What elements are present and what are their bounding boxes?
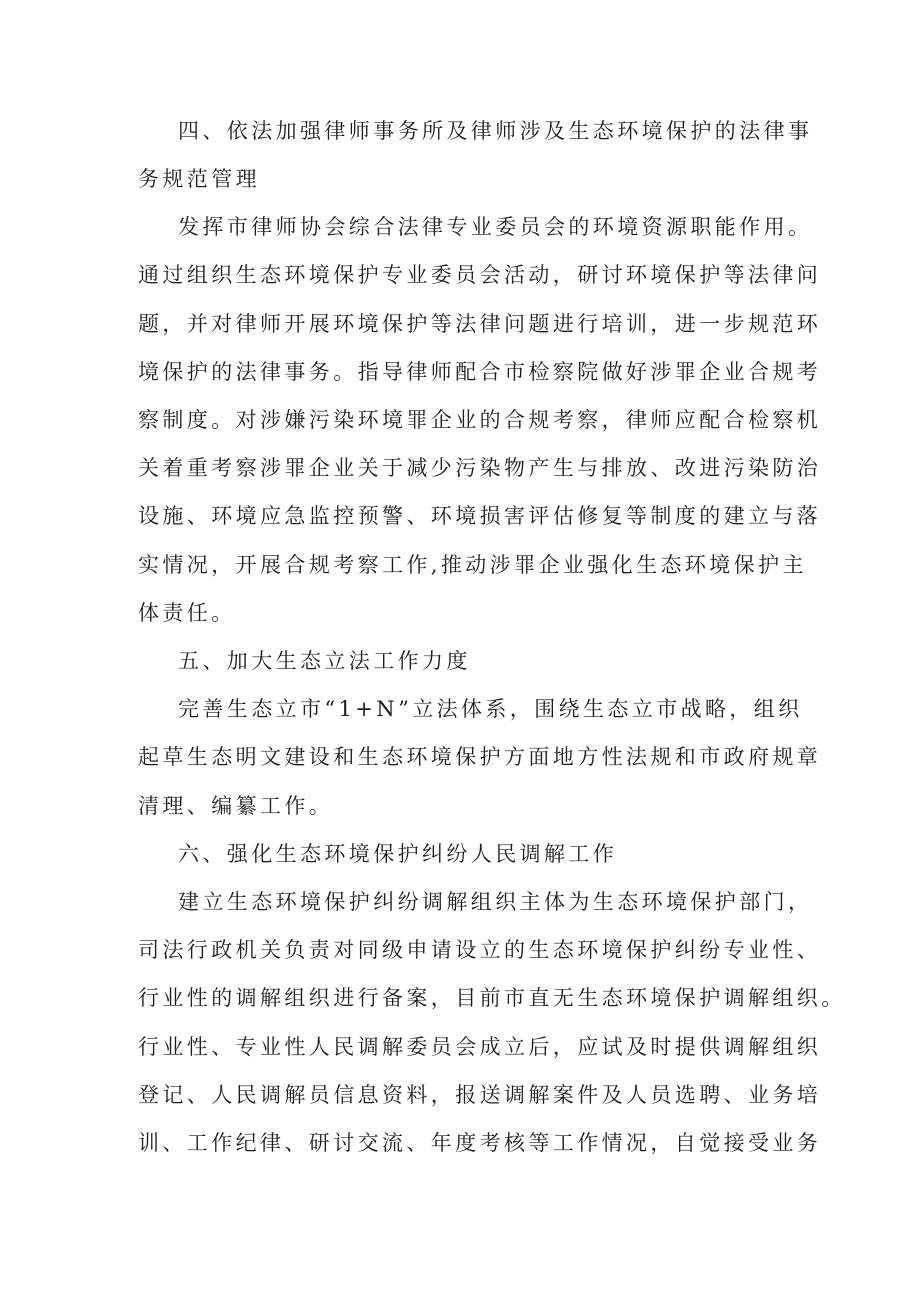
- paragraph-line: 起草生态明文建设和生态环境保护方面地方性法规和市政府规章: [138, 745, 822, 769]
- paragraph-line: 实情况，开展合规考察工作,推动涉罪企业强化生态环境保护主: [138, 553, 807, 577]
- paragraph-line: 登记、人民调解员信息资料，报送调解案件及人员选聘、业务培: [138, 1083, 822, 1107]
- paragraph-line: 察制度。对涉嫌污染环境罪企业的合规考察，律师应配合检察机: [138, 408, 822, 432]
- paragraph-line: 关着重考察涉罪企业关于减少污染物产生与排放、改进污染防治: [138, 456, 822, 480]
- paragraph-line: 设施、环境应急监控预警、环境损害评估修复等制度的建立与落: [138, 504, 822, 528]
- heading-section-6: 六、强化生态环境保护纠纷人民调解工作: [178, 842, 618, 866]
- paragraph-line: 行业性、专业性人民调解委员会成立后，应试及时提供调解组织: [138, 1035, 822, 1059]
- heading-section-4-cont: 务规范管理: [138, 167, 260, 191]
- paragraph-line: 发挥市律师协会综合法律专业委员会的环境资源职能作用。: [178, 215, 813, 239]
- paragraph-line: 境保护的法律事务。指导律师配合市检察院做好涉罪企业合规考: [138, 360, 822, 384]
- paragraph-line: 建立生态环境保护纠纷调解组织主体为生态环境保护部门，: [178, 890, 813, 914]
- paragraph-line: 完善生态立市“1+N”立法体系，围绕生态立市战略，组织: [178, 697, 803, 721]
- heading-section-5: 五、加大生态立法工作力度: [178, 649, 471, 673]
- paragraph-line: 清理、编纂工作。: [138, 794, 334, 818]
- paragraph-line: 司法行政机关负责对同级申请设立的生态环境保护纠纷专业性、: [138, 938, 822, 962]
- paragraph-line: 行业性的调解组织进行备案，目前市直无生态环境保护调解组织。: [138, 986, 846, 1010]
- heading-section-4: 四、依法加强律师事务所及律师涉及生态环境保护的法律事: [178, 119, 813, 143]
- paragraph-line: 体责任。: [138, 601, 236, 625]
- paragraph-line: 题，并对律师开展环境保护等法律问题进行培训，进一步规范环: [138, 312, 822, 336]
- paragraph-line: 训、工作纪律、研讨交流、年度考核等工作情况，自觉接受业务: [138, 1131, 822, 1155]
- paragraph-line: 通过组织生态环境保护专业委员会活动，研讨环境保护等法律问: [138, 263, 822, 287]
